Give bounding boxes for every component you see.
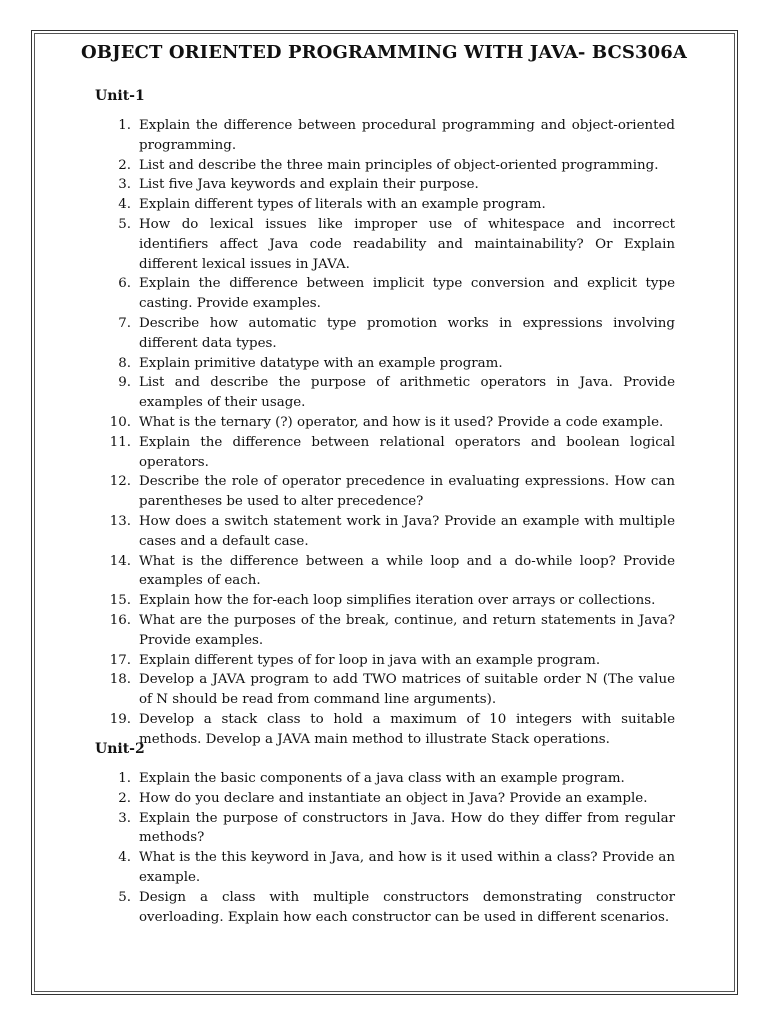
- question-number: 2.: [118, 157, 131, 173]
- question-number: 10.: [109, 414, 131, 430]
- question-text: Explain different types of for loop in java with an example program.: [139, 652, 601, 668]
- question-number: 14.: [109, 553, 131, 569]
- question-item: [95, 215, 675, 274]
- question-number: 3.: [118, 810, 131, 826]
- question-item: [95, 512, 675, 552]
- question-text: Explain primitive datatype with an example program.: [139, 355, 503, 371]
- question-text: Describe how automatic type promotion works in expressions involving different data types.: [139, 315, 675, 351]
- question-text: Explain how the for-each loop simplifies iteration over arrays or collections.: [139, 593, 656, 609]
- question-text: Design a class with multiple constructors demonstrating constructor overloading. Explain how each constructor can be used in different scenarios.: [139, 889, 675, 925]
- question-number: 1.: [118, 771, 131, 786]
- question-item: [95, 710, 675, 750]
- question-item: [95, 433, 675, 473]
- question-item: [95, 156, 675, 176]
- question-item: [95, 769, 675, 789]
- question-text: What is the this keyword in Java, and how is it used within a class? Provide an example.: [139, 850, 675, 885]
- question-item: [95, 314, 675, 354]
- question-item: [95, 175, 675, 195]
- question-item: [95, 591, 675, 611]
- unit-1-heading: Unit-1: [95, 88, 145, 104]
- question-text: What is the ternary (?) operator, and how is it used? Provide a code example.: [139, 414, 664, 430]
- question-text: Explain the basic components of a java class with an example program.: [139, 771, 625, 786]
- question-text: What are the purposes of the break, continue, and return statements in Java? Provide examples.: [139, 612, 675, 648]
- question-number: 3.: [118, 177, 131, 193]
- question-number: 5.: [118, 216, 131, 232]
- question-number: 1.: [118, 118, 131, 133]
- question-number: 15.: [109, 593, 131, 609]
- question-text: Explain the difference between procedural programming and object-oriented programming.: [139, 118, 675, 153]
- question-text: Develop a JAVA program to add TWO matrices of suitable order N (The value of N should be read from command line arguments).: [139, 672, 675, 708]
- question-item: [95, 413, 675, 433]
- question-item: [95, 789, 675, 809]
- question-number: 13.: [109, 513, 131, 529]
- question-item: [95, 651, 675, 671]
- question-number: 2.: [118, 790, 131, 806]
- question-item: [95, 116, 675, 156]
- unit-2-heading: Unit-2: [95, 741, 145, 757]
- question-number: 11.: [109, 434, 131, 450]
- question-item: [95, 552, 675, 592]
- question-text: List and describe the purpose of arithmetic operators in Java. Provide examples of their usage.: [139, 375, 675, 411]
- question-number: 7.: [118, 315, 131, 331]
- question-text: Develop a stack class to hold a maximum of 10 integers with suitable methods. Develop a JAVA main method to illustrate Stack operations.: [139, 711, 675, 747]
- question-text: List and describe the three main principles of object-oriented programming.: [139, 157, 659, 173]
- question-number: 19.: [109, 711, 131, 727]
- unit-2-question-list: [95, 769, 675, 927]
- question-text: Explain the difference between implicit type conversion and explicit type casting. Provide examples.: [139, 276, 675, 312]
- question-text: How do lexical issues like improper use of whitespace and incorrect identifiers affect Java code readability and maintainability? Or Explain different lexical issues in JAVA.: [139, 216, 675, 272]
- page-title: OBJECT ORIENTED PROGRAMMING WITH JAVA- BCS306A: [81, 42, 687, 63]
- question-text: Explain different types of literals with an example program.: [139, 197, 546, 213]
- question-number: 18.: [109, 672, 131, 688]
- question-text: Explain the difference between relational operators and boolean logical operators.: [139, 434, 675, 470]
- question-item: [95, 373, 675, 413]
- question-text: Explain the purpose of constructors in Java. How do they differ from regular methods?: [139, 810, 675, 846]
- question-number: 8.: [118, 355, 131, 371]
- question-item: [95, 670, 675, 710]
- question-number: 16.: [109, 612, 131, 628]
- question-item: [95, 195, 675, 215]
- question-number: 4.: [118, 197, 131, 213]
- question-item: [95, 472, 675, 512]
- question-item: [95, 848, 675, 888]
- question-number: 9.: [118, 375, 131, 391]
- unit-1-question-list: [95, 116, 675, 750]
- question-item: [95, 809, 675, 849]
- question-number: 17.: [109, 652, 131, 668]
- question-item: [95, 354, 675, 374]
- question-number: 4.: [118, 850, 131, 866]
- question-text: Describe the role of operator precedence in evaluating expressions. How can parentheses be used to alter precedence?: [139, 474, 675, 510]
- question-text: List five Java keywords and explain their purpose.: [139, 177, 479, 193]
- question-item: [95, 888, 675, 928]
- question-text: How does a switch statement work in Java? Provide an example with multiple cases and a default case.: [139, 513, 675, 549]
- question-number: 12.: [109, 474, 131, 490]
- question-text: What is the difference between a while loop and a do-while loop? Provide examples of each.: [139, 553, 675, 589]
- question-number: 6.: [118, 276, 131, 292]
- question-text: How do you declare and instantiate an object in Java? Provide an example.: [139, 790, 648, 806]
- question-item: [95, 611, 675, 651]
- question-number: 5.: [118, 889, 131, 905]
- question-item: [95, 274, 675, 314]
